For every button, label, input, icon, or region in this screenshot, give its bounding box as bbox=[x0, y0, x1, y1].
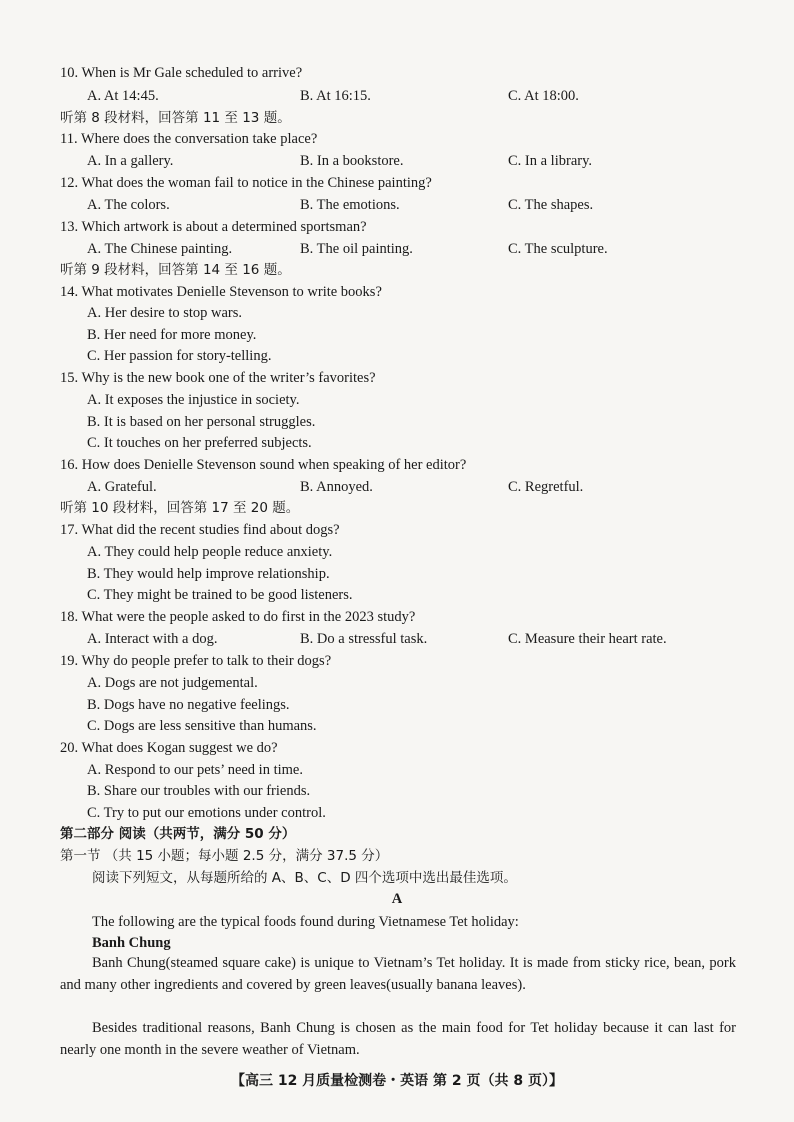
question-10: 10. When is Mr Gale scheduled to arrive? bbox=[60, 65, 303, 81]
option-20a: A. Respond to our pets’ need in time. bbox=[87, 762, 303, 778]
option-15b: B. It is based on her personal struggles. bbox=[87, 414, 316, 430]
option-12c: C. The shapes. bbox=[508, 197, 594, 213]
option-15a: A. It exposes the injustice in society. bbox=[87, 392, 300, 408]
page-footer: 【高三 12 月质量检测卷・英语 第 2 页（共 8 页）】 bbox=[230, 1073, 564, 1089]
option-13c: C. The sculpture. bbox=[508, 241, 608, 257]
question-19: 19. Why do people prefer to talk to their dogs? bbox=[60, 653, 332, 669]
question-18: 18. What were the people asked to do first in the 2023 study? bbox=[60, 609, 416, 625]
section10-intro: 听第 10 段材料，回答第 17 至 20 题。 bbox=[60, 500, 300, 516]
option-18c: C. Measure their heart rate. bbox=[508, 631, 667, 647]
option-15c: C. It touches on her preferred subjects. bbox=[87, 435, 312, 451]
option-19a: A. Dogs are not judgemental. bbox=[87, 675, 258, 691]
option-20b: B. Share our troubles with our friends. bbox=[87, 783, 311, 799]
option-16c: C. Regretful. bbox=[508, 479, 584, 495]
option-19c: C. Dogs are less sensitive than humans. bbox=[87, 718, 317, 734]
option-17c: C. They might be trained to be good listeners. bbox=[87, 587, 353, 603]
section9-intro: 听第 9 段材料，回答第 14 至 16 题。 bbox=[60, 262, 291, 278]
paragraph-1: Banh Chung(steamed square cake) is unique to Vietnam’s Tet holiday. It is made from sticky rice, bean, pork and many other ingredients and covered by green leaves(usually banana leaves). bbox=[60, 955, 736, 993]
option-10b: B. At 16:15. bbox=[300, 88, 371, 104]
option-11a: A. In a gallery. bbox=[87, 153, 174, 169]
passage-intro: The following are the typical foods found during Vietnamese Tet holiday: bbox=[92, 914, 519, 930]
section1-title: 第一节 （共 15 小题；每小题 2.5 分，满分 37.5 分） bbox=[60, 848, 389, 864]
question-17: 17. What did the recent studies find about dogs? bbox=[60, 522, 340, 538]
option-17b: B. They would help improve relationship. bbox=[87, 566, 330, 582]
option-18b: B. Do a stressful task. bbox=[300, 631, 428, 647]
paragraph-2: Besides traditional reasons, Banh Chung is chosen as the main food for Tet holiday because it can last for nearly one month in the severe weather of Vietnam. bbox=[60, 1020, 736, 1058]
question-12: 12. What does the woman fail to notice in the Chinese painting? bbox=[60, 175, 432, 191]
question-14: 14. What motivates Denielle Stevenson to write books? bbox=[60, 284, 382, 300]
option-18a: A. Interact with a dog. bbox=[87, 631, 218, 647]
option-12b: B. The emotions. bbox=[300, 197, 400, 213]
option-13b: B. The oil painting. bbox=[300, 241, 413, 257]
part2-title: 第二部分 阅读（共两节，满分 50 分） bbox=[60, 826, 296, 842]
question-16: 16. How does Denielle Stevenson sound when speaking of her editor? bbox=[60, 457, 467, 473]
question-15: 15. Why is the new book one of the writer’s favorites? bbox=[60, 370, 376, 386]
question-11: 11. Where does the conversation take place? bbox=[60, 131, 318, 147]
option-10c: C. At 18:00. bbox=[508, 88, 579, 104]
option-20c: C. Try to put our emotions under control. bbox=[87, 805, 326, 821]
option-13a: A. The Chinese painting. bbox=[87, 241, 233, 257]
option-10a: A. At 14:45. bbox=[87, 88, 159, 104]
option-14c: C. Her passion for story-telling. bbox=[87, 348, 272, 364]
option-16b: B. Annoyed. bbox=[300, 479, 373, 495]
question-13: 13. Which artwork is about a determined sportsman? bbox=[60, 219, 367, 235]
option-14b: B. Her need for more money. bbox=[87, 327, 257, 343]
passage-letter: A bbox=[391, 891, 403, 907]
option-14a: A. Her desire to stop wars. bbox=[87, 305, 243, 321]
question-20: 20. What does Kogan suggest we do? bbox=[60, 740, 278, 756]
option-12a: A. The colors. bbox=[87, 197, 170, 213]
option-11c: C. In a library. bbox=[508, 153, 593, 169]
reading-instructions: 阅读下列短文，从每题所给的 A、B、C、D 四个选项中选出最佳选项。 bbox=[92, 870, 517, 886]
option-16a: A. Grateful. bbox=[87, 479, 157, 495]
heading-banh-chung: Banh Chung bbox=[92, 935, 171, 951]
option-17a: A. They could help people reduce anxiety. bbox=[87, 544, 333, 560]
option-11b: B. In a bookstore. bbox=[300, 153, 404, 169]
option-19b: B. Dogs have no negative feelings. bbox=[87, 697, 290, 713]
section8-intro: 听第 8 段材料，回答第 11 至 13 题。 bbox=[60, 110, 291, 126]
